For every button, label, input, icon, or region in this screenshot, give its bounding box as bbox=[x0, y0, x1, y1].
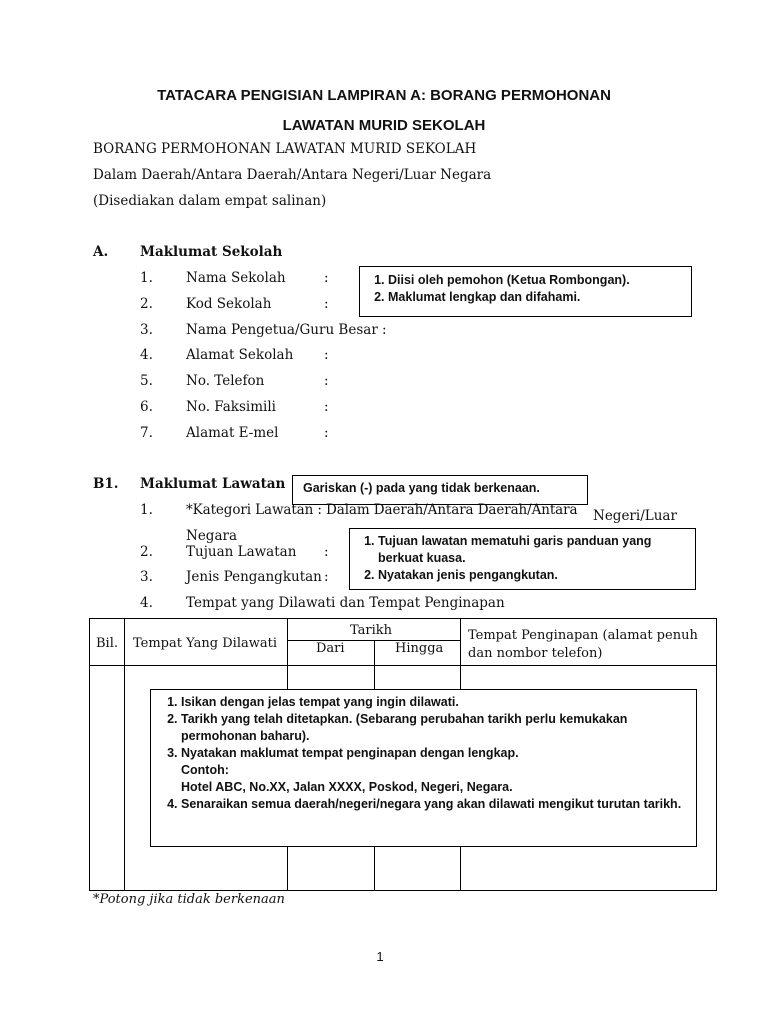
section-a-item-num: 3. bbox=[140, 322, 153, 338]
field-label-kategori-tail: Negeri/Luar bbox=[593, 508, 677, 524]
table-header-hingga: Hingga bbox=[395, 641, 444, 656]
note-item: 1. Tujuan lawatan mematuhi garis panduan yang berkuat kuasa. bbox=[378, 533, 689, 567]
intro-scope: Dalam Daerah/Antara Daerah/Antara Negeri/Luar Negara bbox=[93, 167, 492, 183]
field-label-nama-sekolah: Nama Sekolah bbox=[186, 270, 286, 286]
note-example-label: Contoh: bbox=[181, 763, 229, 777]
field-colon: : bbox=[324, 373, 329, 389]
field-colon: : bbox=[324, 347, 329, 363]
table-instructions-box bbox=[150, 689, 697, 847]
section-b1-item-num: 1. bbox=[140, 502, 153, 518]
note-item: 1. Isikan dengan jelas tempat yang ingin dilawati. bbox=[181, 694, 688, 711]
footnote: *Potong jika tidak berkenaan bbox=[93, 892, 285, 907]
note-text: Nyatakan maklumat tempat penginapan dengan lengkap. bbox=[181, 746, 519, 760]
section-a-item-num: 1. bbox=[140, 270, 153, 286]
section-b1-item-num: 2. bbox=[140, 544, 153, 560]
note-example-value: Hotel ABC, No.XX, Jalan XXXX, Poskod, Negeri, Negara. bbox=[181, 780, 513, 794]
section-b1-item-num: 4. bbox=[140, 595, 153, 611]
field-label-nama-pengetua: Nama Pengetua/Guru Besar : bbox=[186, 322, 387, 338]
field-label-alamat-sekolah: Alamat Sekolah bbox=[186, 347, 294, 363]
intro-copies: (Disediakan dalam empat salinan) bbox=[93, 193, 327, 209]
field-colon: : bbox=[324, 569, 329, 585]
note-text: Gariskan (-) pada yang tidak berkenaan. bbox=[303, 481, 540, 495]
field-label-kategori-lawatan: *Kategori Lawatan : Dalam Daerah/Antara Daerah/Antara bbox=[186, 502, 578, 518]
page-title-line-1: TATACARA PENGISIAN LAMPIRAN A: BORANG PERMOHONAN bbox=[157, 87, 611, 104]
field-label-kod-sekolah: Kod Sekolah bbox=[186, 296, 272, 312]
section-a-item-num: 4. bbox=[140, 347, 153, 363]
field-label-kategori-cont: Negara bbox=[186, 528, 237, 544]
note-item: 4. Senaraikan semua daerah/negeri/negara yang akan dilawati mengikut turutan tarikh. bbox=[181, 796, 688, 813]
section-a-item-num: 2. bbox=[140, 296, 153, 312]
table-header-dari: Dari bbox=[316, 641, 345, 656]
table-header-tempat: Tempat Yang Dilawati bbox=[133, 636, 278, 651]
table-header-bil: Bil. bbox=[96, 636, 119, 651]
table-header-tarikh: Tarikh bbox=[350, 623, 393, 638]
note-item: 2. Tarikh yang telah ditetapkan. (Sebarang perubahan tarikh perlu kemukakan permohonan baharu). bbox=[181, 711, 688, 745]
note-item: 2. Maklumat lengkap dan difahami. bbox=[388, 289, 685, 306]
field-label-no-telefon: No. Telefon bbox=[186, 373, 265, 389]
note-item bbox=[181, 745, 688, 796]
section-a-item-num: 6. bbox=[140, 399, 153, 415]
field-colon: : bbox=[324, 425, 329, 441]
section-b1-heading: Maklumat Lawatan bbox=[140, 476, 286, 492]
section-a-letter: A. bbox=[93, 244, 109, 260]
field-colon: : bbox=[324, 296, 329, 312]
table-header-penginapan: Tempat Penginapan (alamat penuh dan nombor telefon) bbox=[468, 628, 698, 661]
section-a-heading: Maklumat Sekolah bbox=[140, 244, 283, 260]
section-a-note-box bbox=[359, 266, 692, 317]
note-item: 1. Diisi oleh pemohon (Ketua Rombongan). bbox=[388, 272, 685, 289]
field-label-tujuan-lawatan: Tujuan Lawatan bbox=[186, 544, 297, 560]
section-b1-underline-note bbox=[292, 475, 588, 505]
page-title-line-2: LAWATAN MURID SEKOLAH bbox=[282, 117, 486, 134]
field-colon: : bbox=[324, 270, 329, 286]
section-a-item-num: 5. bbox=[140, 373, 153, 389]
field-label-alamat-emel: Alamat E-mel bbox=[186, 425, 279, 441]
section-b1-purpose-note bbox=[349, 528, 696, 590]
field-colon: : bbox=[324, 399, 329, 415]
note-item: 2. Nyatakan jenis pengangkutan. bbox=[378, 567, 689, 584]
intro-form-name: BORANG PERMOHONAN LAWATAN MURID SEKOLAH bbox=[93, 141, 477, 157]
field-label-no-faksimili: No. Faksimili bbox=[186, 399, 276, 415]
page-number: 1 bbox=[376, 949, 384, 964]
field-colon: : bbox=[324, 544, 329, 560]
section-a-item-num: 7. bbox=[140, 425, 153, 441]
field-label-tempat-dilawati: Tempat yang Dilawati dan Tempat Penginapan bbox=[186, 595, 505, 611]
field-label-jenis-pengangkutan: Jenis Pengangkutan bbox=[186, 569, 322, 585]
section-b1-item-num: 3. bbox=[140, 569, 153, 585]
section-b1-letter: B1. bbox=[93, 476, 119, 492]
